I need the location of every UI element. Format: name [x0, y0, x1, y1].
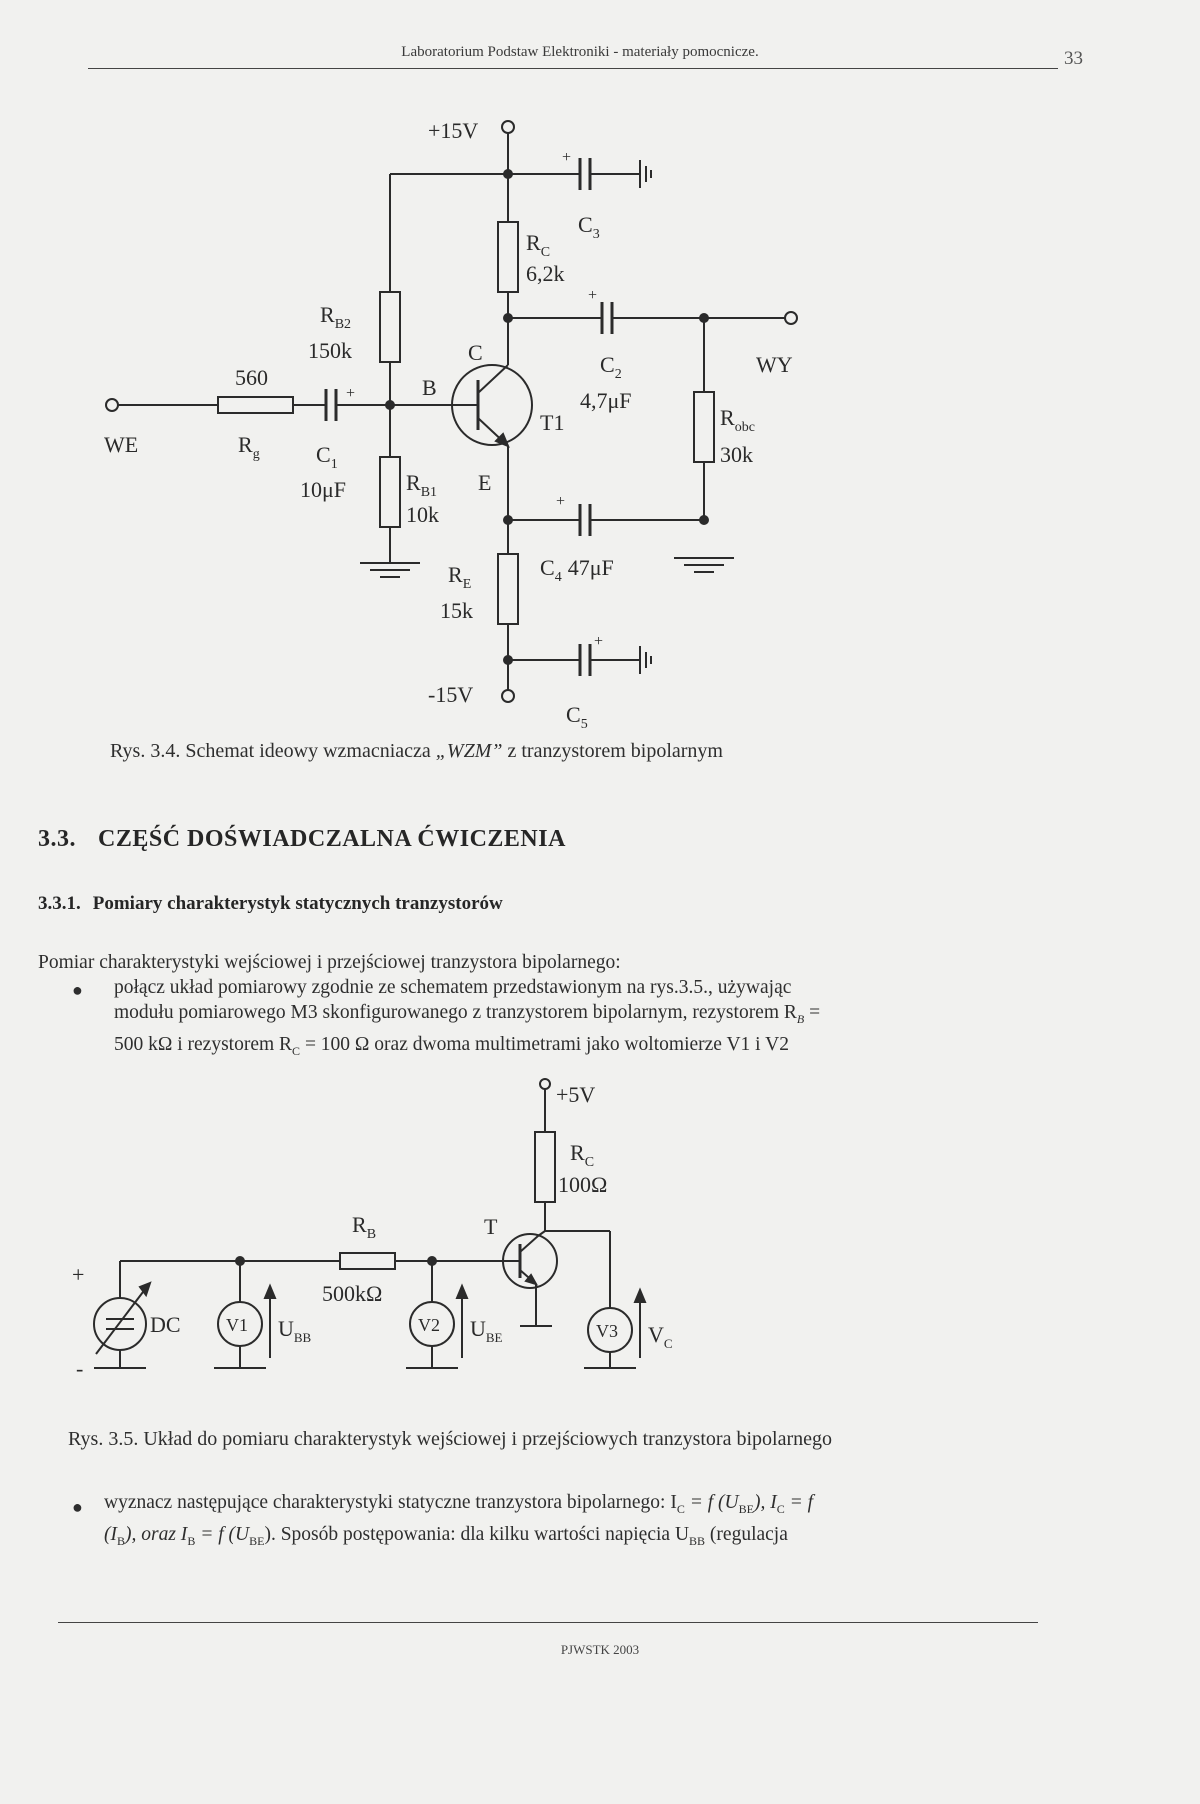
dc-source — [94, 1298, 146, 1350]
rc-resistor — [498, 222, 518, 292]
label-re: $R_E$ — [448, 562, 472, 592]
label-rb1-value: 10k — [406, 502, 439, 527]
vplus-terminal — [502, 121, 514, 133]
section-heading: 3.3. CZĘŚĆ DOŚWIADCZALNA ĆWICZENIA — [38, 826, 566, 852]
label-dc: DC — [150, 1312, 181, 1337]
intro-paragraph: Pomiar charakterystyki wejściowej i przejściowej tranzystora bipolarnego: — [38, 952, 621, 973]
label-rc-value: 6,2k — [526, 261, 565, 286]
bullet1-text: połącz układ pomiarowy zgodnie ze schematem przedstawionym na rys.3.5., używając modułu pomiarowego M3 skonfigurowanego z tranzystorem bipolarnym, rezystorem $R_B$ = 500 kΩ i rezystorem $R_C = 100$ Ω oraz dwoma multimetrami jako woltomierze V1 i V2 — [114, 977, 821, 1058]
label-rb2: $R_{B2}$ — [320, 302, 352, 332]
footer-text: PJWSTK 2003 — [560, 1642, 640, 1657]
plus-sign: + — [556, 493, 566, 510]
label-input: WE — [104, 432, 139, 457]
label-robc-value: 30k — [720, 442, 753, 467]
plus-sign: + — [346, 385, 356, 402]
vminus-terminal — [502, 690, 514, 702]
label-rc2-value: 100Ω — [558, 1172, 608, 1197]
label-c2: $C_2$ — [600, 352, 622, 382]
bullet-marker: ● — [72, 1497, 83, 1517]
label-vminus: -15V — [428, 682, 474, 707]
label-rb: $R_B$ — [352, 1212, 377, 1242]
label-plus: + — [72, 1262, 85, 1287]
re-resistor — [498, 554, 518, 624]
label-c1-value: 10μF — [300, 477, 347, 502]
label-rc2: $R_C$ — [570, 1140, 595, 1170]
footer-rule — [58, 1622, 1038, 1623]
label-minus: - — [76, 1356, 84, 1381]
label-vc: $V_C$ — [648, 1322, 673, 1351]
label-rb-value: 500kΩ — [322, 1281, 383, 1306]
label-re-value: 15k — [440, 598, 473, 623]
plus-sign: + — [594, 633, 604, 650]
label-c2-value: 4,7μF — [580, 388, 632, 413]
label-c5: $C_5$ — [566, 702, 588, 732]
label-c3: $C_3$ — [578, 212, 600, 242]
label-vplus: +15V — [428, 118, 479, 143]
bullet-marker: ● — [72, 980, 83, 1000]
bullet2-text: wyznacz następujące charakterystyki statyczne tranzystora bipolarnego: $I_C = f$ $(U_{BE})$, $I_C = f$ $(I_B)$, oraz $I_B = f$ $(U_{BE})$. Sposób postępowania: dla kilku wartości napięcia $U_{BB}$ (regulacja — [104, 1492, 814, 1548]
plus-sign: + — [562, 149, 572, 166]
label-node-c: C — [468, 340, 483, 365]
rb2-resistor — [380, 292, 400, 362]
label-c4: $C_4$ 47μF — [540, 555, 614, 585]
label-ubb: $U_{BB}$ — [278, 1316, 312, 1345]
running-header: Laboratorium Podstaw Elektroniki - materiały pomocnicze. — [401, 44, 759, 60]
plus-sign: + — [588, 287, 598, 304]
vsupply-terminal — [540, 1079, 550, 1089]
rc-resistor-2 — [535, 1132, 555, 1202]
figure2-caption: Rys. 3.5. Układ do pomiaru charakterystyk wejściowej i przejściowych tranzystora bipolarnego — [68, 1428, 832, 1450]
subsection-heading: 3.3.1. Pomiary charakterystyk statycznych tranzystorów — [38, 893, 503, 914]
label-rg-value: 560 — [235, 365, 268, 390]
label-transistor: T1 — [540, 410, 565, 435]
label-node-b: B — [422, 375, 437, 400]
label-vsupply: +5V — [556, 1082, 596, 1107]
label-rb1: $R_{B1}$ — [406, 470, 438, 500]
label-rc: $R_C$ — [526, 230, 551, 260]
label-output: WY — [756, 352, 793, 377]
label-rg: $R_g$ — [238, 432, 260, 462]
label-v3: V3 — [596, 1321, 618, 1341]
page-number: 33 — [1064, 48, 1083, 69]
rb1-resistor — [380, 457, 400, 527]
label-robc: $R_{obc}$ — [720, 405, 755, 435]
rg-resistor — [218, 397, 293, 413]
output-terminal — [785, 312, 797, 324]
figure-measurement-circuit — [0, 1076, 1200, 1416]
label-rb2-value: 150k — [308, 338, 352, 363]
label-v2: V2 — [418, 1315, 440, 1335]
label-ube: $U_{BE}$ — [470, 1316, 503, 1345]
label-v1: V1 — [226, 1315, 248, 1335]
figure1-caption: Rys. 3.4. Schemat ideowy wzmacniacza „WZM” z tranzystorem bipolarnym — [110, 740, 723, 762]
input-terminal — [106, 399, 118, 411]
robc-resistor — [694, 392, 714, 462]
label-c1: $C_1$ — [316, 442, 338, 472]
figure-amplifier-schematic — [0, 0, 1200, 740]
label-node-e: E — [478, 470, 492, 495]
rb-resistor — [340, 1253, 395, 1269]
label-transistor-t: T — [484, 1214, 498, 1239]
